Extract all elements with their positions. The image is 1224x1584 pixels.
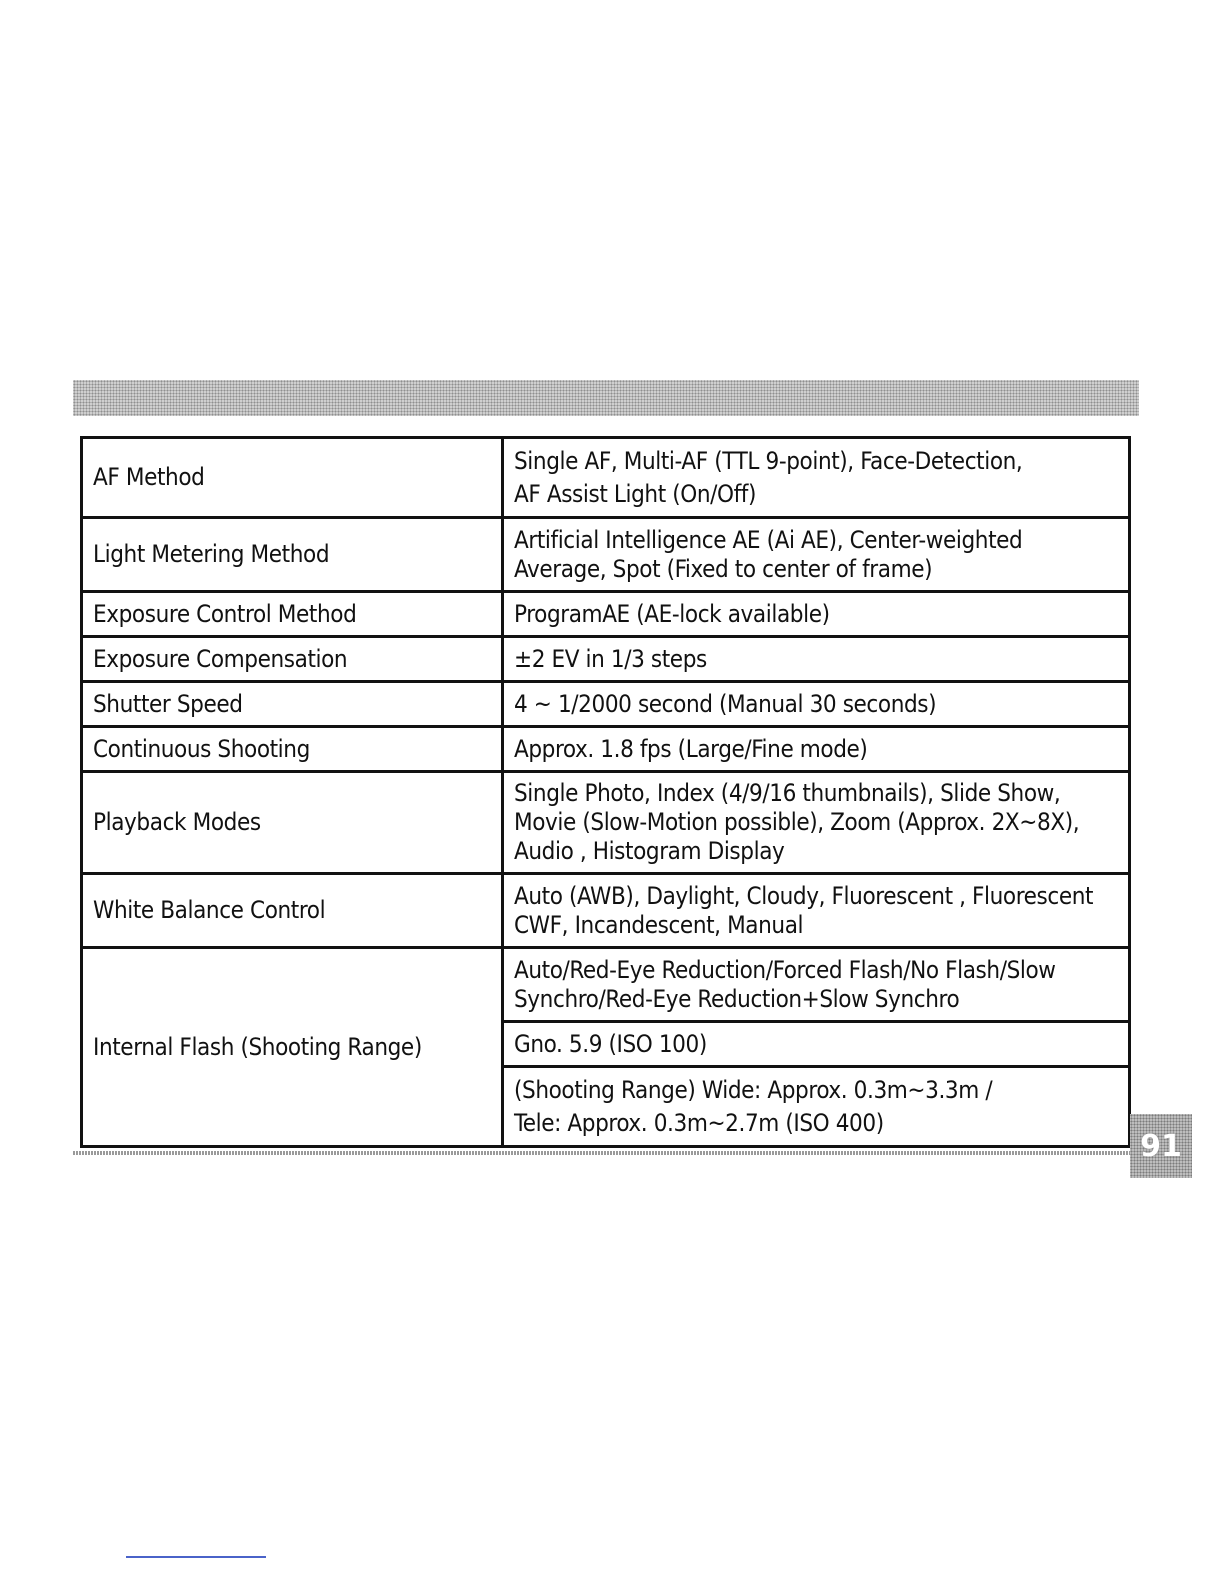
spec-value <box>503 948 1130 1022</box>
spec-label: White Balance Control <box>82 874 503 948</box>
spec-value-line: Average, Spot (Fixed to center of frame) <box>514 554 933 583</box>
spec-value <box>503 1067 1130 1147</box>
spec-value-line: Tele: Approx. 0.3m~2.7m (ISO 400) <box>514 1108 884 1137</box>
spec-label: Internal Flash (Shooting Range) <box>82 948 503 1147</box>
spec-value <box>503 592 1130 637</box>
bottom-dotted-rule <box>73 1151 1133 1155</box>
spec-value <box>503 518 1130 592</box>
specifications-table <box>80 436 1131 1148</box>
table-row <box>82 438 1130 518</box>
spec-label: Continuous Shooting <box>82 727 503 772</box>
spec-value <box>503 727 1130 772</box>
table-row <box>82 518 1130 592</box>
spec-value-line: Audio , Histogram Display <box>514 837 785 865</box>
spec-value-line: Artificial Intelligence AE (Ai AE), Center-weighted <box>514 525 1023 554</box>
section-header-band <box>73 380 1139 416</box>
spec-value <box>503 1022 1130 1067</box>
spec-label: Exposure Compensation <box>82 637 503 682</box>
table-row <box>82 637 1130 682</box>
spec-label: Exposure Control Method <box>82 592 503 637</box>
spec-value-line: (Shooting Range) Wide: Approx. 0.3m~3.3m / <box>514 1075 993 1104</box>
spec-label: Playback Modes <box>82 772 503 874</box>
spec-value-line: Approx. 1.8 fps (Large/Fine mode) <box>514 734 868 763</box>
table-row <box>82 874 1130 948</box>
table-row <box>82 948 1130 1022</box>
spec-value <box>503 682 1130 727</box>
spec-label: Shutter Speed <box>82 682 503 727</box>
table-row <box>82 772 1130 874</box>
spec-value-line: Single AF, Multi-AF (TTL 9-point), Face-Detection, <box>514 446 1023 475</box>
spec-value <box>503 772 1130 874</box>
spec-label: Light Metering Method <box>82 518 503 592</box>
footer-blue-rule <box>126 1556 266 1558</box>
spec-label: AF Method <box>82 438 503 518</box>
spec-value <box>503 874 1130 948</box>
spec-value-line: AF Assist Light (On/Off) <box>514 479 757 508</box>
spec-value-line: Gno. 5.9 (ISO 100) <box>514 1029 707 1058</box>
spec-value-line: Single Photo, Index (4/9/16 thumbnails), Slide Show, <box>514 779 1061 807</box>
table-row <box>82 592 1130 637</box>
spec-value <box>503 637 1130 682</box>
table-row <box>82 727 1130 772</box>
spec-value-line: Auto (AWB), Daylight, Cloudy, Fluorescent , Fluorescent <box>514 881 1094 910</box>
spec-value-line: Auto/Red-Eye Reduction/Forced Flash/No Flash/Slow <box>514 955 1056 984</box>
spec-value-line: 4 ~ 1/2000 second (Manual 30 seconds) <box>514 689 937 718</box>
table-row <box>82 682 1130 727</box>
spec-value-line: Synchro/Red-Eye Reduction+Slow Synchro <box>514 984 960 1013</box>
spec-value-line: ProgramAE (AE-lock available) <box>514 599 830 628</box>
page-number: 91 <box>1140 1128 1182 1164</box>
spec-value <box>503 438 1130 518</box>
page-number-tab <box>1130 1114 1192 1178</box>
spec-value-line: ±2 EV in 1/3 steps <box>514 644 707 673</box>
spec-value-line: CWF, Incandescent, Manual <box>514 910 804 939</box>
spec-value-line: Movie (Slow-Motion possible), Zoom (Approx. 2X~8X), <box>514 808 1080 836</box>
